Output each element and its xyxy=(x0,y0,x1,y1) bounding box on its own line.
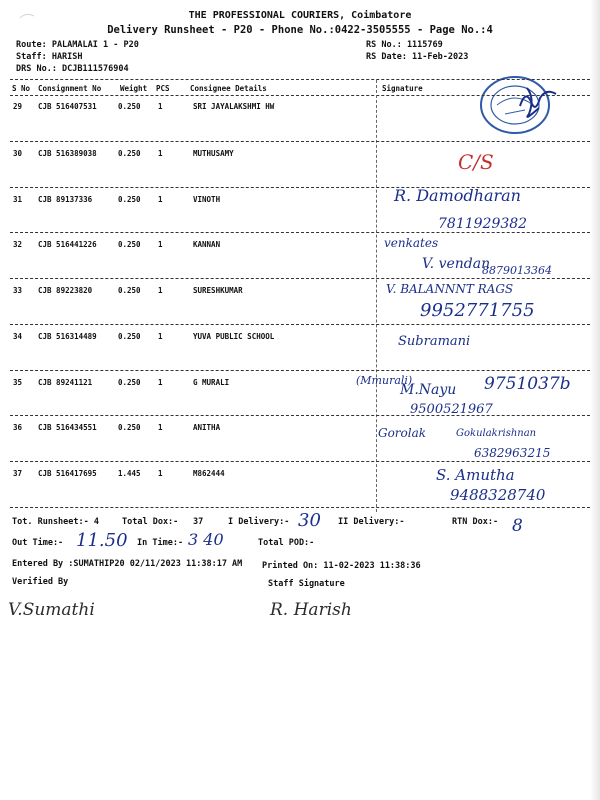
handwritten-signature: M.Nayu xyxy=(400,382,457,398)
row-consignee: VINOTH xyxy=(193,195,221,204)
rs-date: RS Date: 11-Feb-2023 xyxy=(366,52,469,62)
handwritten-name: V. BALANNNT RAGS xyxy=(386,282,514,296)
row-pcs: 1 xyxy=(158,469,163,478)
col-weight: Weight xyxy=(120,84,148,93)
row-weight: 1.445 xyxy=(118,469,141,478)
drs-number: DRS No.: DCJB111576904 xyxy=(16,64,129,74)
row-weight: 0.250 xyxy=(118,240,141,249)
row-pcs: 1 xyxy=(158,332,163,341)
signature-column-divider xyxy=(376,80,377,512)
staff: Staff: HARISH xyxy=(16,52,83,62)
row-weight: 0.250 xyxy=(118,423,141,432)
row-consignment: CJB 516314489 xyxy=(38,332,97,341)
row-consignment: CJB 89223820 xyxy=(38,286,93,295)
row-pcs: 1 xyxy=(158,195,163,204)
ii-delivery-label: II Delivery:- xyxy=(338,517,405,527)
staff-signature: R. Harish xyxy=(270,600,352,620)
tot-runsheet: Tot. Runsheet:- 4 xyxy=(12,517,99,527)
runsheet-title: Delivery Runsheet - P20 - Phone No.:0422-3505555 - Page No.:4 xyxy=(107,24,493,36)
handwritten-name: venkates xyxy=(384,236,439,250)
handwritten-name: S. Amutha xyxy=(436,466,515,484)
handwritten-name: Subramani xyxy=(398,334,471,349)
row-sno: 32 xyxy=(13,240,23,249)
rtn-dox-label: RTN Dox:- xyxy=(452,517,499,527)
row-consignment: CJB 89241121 xyxy=(38,378,93,387)
handwritten-name: (Mmurali) xyxy=(356,374,413,387)
handwritten-phone: 6382963215 xyxy=(474,446,551,460)
row-pcs: 1 xyxy=(158,286,163,295)
signature-scribble-icon xyxy=(518,86,558,116)
row-consignment: CJB 516434551 xyxy=(38,423,97,432)
row-consignee: MUTHUSAMY xyxy=(193,149,234,158)
row-consignee: M862444 xyxy=(193,469,225,478)
handwritten-name: R. Damodharan xyxy=(394,186,521,205)
in-time-value: 3 40 xyxy=(188,530,224,549)
row-consignee: YUVA PUBLIC SCHOOL xyxy=(193,332,275,341)
handwritten-cs-note: C/S xyxy=(458,150,494,174)
rtn-dox-value: 8 xyxy=(512,516,523,536)
row-sno: 36 xyxy=(13,423,23,432)
handwritten-name: Gokulakrishnan xyxy=(456,428,537,439)
col-signature: Signature xyxy=(382,84,423,93)
row-consignee: SRI JAYALAKSHMI HW xyxy=(193,102,275,111)
row-sno: 34 xyxy=(13,332,23,341)
row-weight: 0.250 xyxy=(118,195,141,204)
row-sno: 37 xyxy=(13,469,23,478)
row-pcs: 1 xyxy=(158,149,163,158)
row-sno: 29 xyxy=(13,102,23,111)
handwritten-phone: 9952771755 xyxy=(420,300,535,321)
verifier-signature: V.Sumathi xyxy=(8,600,95,620)
handwritten-phone: 9488328740 xyxy=(450,486,546,504)
row-consignment: CJB 516417695 xyxy=(38,469,97,478)
row-sno: 35 xyxy=(13,378,23,387)
route: Route: PALAMALAI 1 - P20 xyxy=(16,40,139,50)
out-time-label: Out Time:- xyxy=(12,538,64,548)
row-consignment: CJB 516407531 xyxy=(38,102,97,111)
company-name: THE PROFESSIONAL COURIERS, Coimbatore xyxy=(188,10,412,21)
row-consignment: CJB 516389038 xyxy=(38,149,97,158)
row-sno: 31 xyxy=(13,195,23,204)
total-dox-label: Total Dox:- xyxy=(122,517,179,527)
handwritten-signature: V. vendan xyxy=(422,256,491,272)
total-dox-value: 37 xyxy=(193,517,204,527)
printed-on: Printed On: 11-02-2023 11:38:36 xyxy=(262,561,421,571)
col-sno: S No xyxy=(12,84,31,93)
handwritten-signature xyxy=(518,86,558,121)
scan-edge-shadow xyxy=(590,0,600,800)
row-weight: 0.250 xyxy=(118,102,141,111)
i-delivery-label: I Delivery:- xyxy=(228,517,290,527)
row-sno: 33 xyxy=(13,286,23,295)
row-consignee: KANNAN xyxy=(193,240,221,249)
row-weight: 0.250 xyxy=(118,332,141,341)
row-consignee: SURESHKUMAR xyxy=(193,286,243,295)
col-consignment: Consignment No xyxy=(38,84,102,93)
entered-by: Entered By :SUMATHIP20 02/11/2023 11:38:17 AM xyxy=(12,559,243,569)
i-delivery-value: 30 xyxy=(298,510,321,531)
handwritten-name: Gorolak xyxy=(378,426,427,440)
out-time-value: 11.50 xyxy=(76,530,128,551)
row-consignee: G MURALI xyxy=(193,378,230,387)
handwritten-phone: 9751037b xyxy=(484,374,571,394)
col-consignee: Consignee Details xyxy=(190,84,267,93)
row-consignee: ANITHA xyxy=(193,423,221,432)
row-weight: 0.250 xyxy=(118,378,141,387)
row-pcs: 1 xyxy=(158,102,163,111)
row-weight: 0.250 xyxy=(118,149,141,158)
row-consignment: CJB 89137336 xyxy=(38,195,93,204)
handwritten-phone: 9500521967 xyxy=(410,402,493,417)
row-pcs: 1 xyxy=(158,378,163,387)
col-pcs: PCS xyxy=(156,84,170,93)
in-time-label: In Time:- xyxy=(137,538,184,548)
row-sno: 30 xyxy=(13,149,23,158)
row-consignment: CJB 516441226 xyxy=(38,240,97,249)
rs-number: RS No.: 1115769 xyxy=(366,40,443,50)
row-pcs: 1 xyxy=(158,240,163,249)
handwritten-phone: 7811929382 xyxy=(438,216,528,232)
verified-by-label: Verified By xyxy=(12,577,69,587)
staff-signature-label: Staff Signature xyxy=(268,579,345,589)
row-pcs: 1 xyxy=(158,423,163,432)
handwritten-phone: 8879013364 xyxy=(482,264,552,277)
total-pod-label: Total POD:- xyxy=(258,538,315,548)
row-weight: 0.250 xyxy=(118,286,141,295)
